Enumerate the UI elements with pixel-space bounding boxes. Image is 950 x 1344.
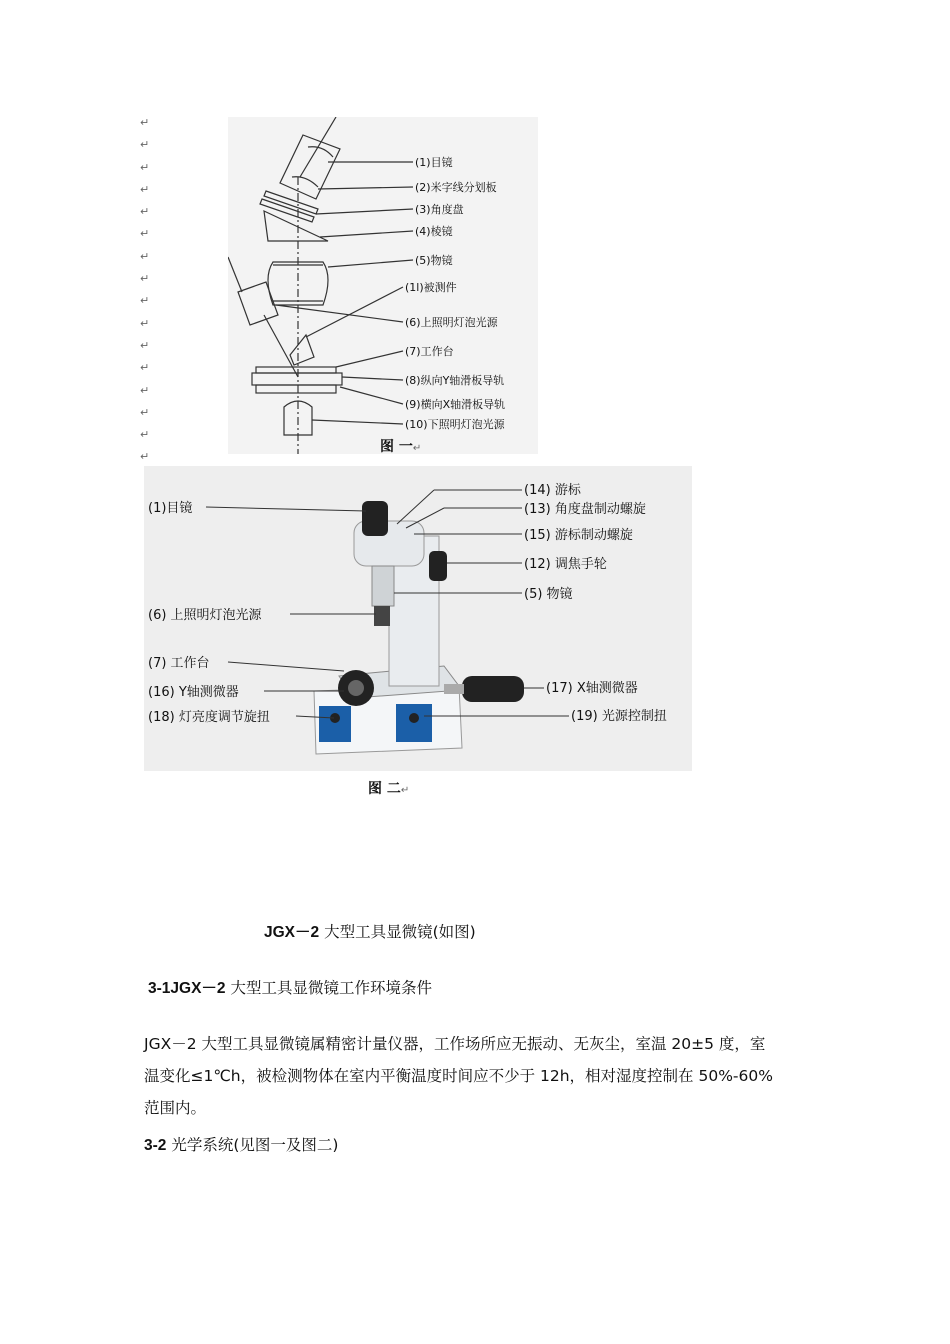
paragraph-marks xyxy=(140,112,154,469)
title-model: JGX－2 xyxy=(264,924,320,941)
fig2-left-label: (6) 上照明灯泡光源 xyxy=(148,608,262,623)
return-mark: ↵ xyxy=(140,160,150,174)
fig1-label: (9)横向X轴滑板导轨 xyxy=(405,398,506,411)
return-mark: ↵ xyxy=(140,294,150,308)
figure-1-caption-text: 图 一 xyxy=(380,439,413,455)
return-mark: ↵ xyxy=(412,443,422,454)
fig1-label: (1l)被测件 xyxy=(405,281,457,294)
return-mark: ↵ xyxy=(140,428,150,442)
section-heading-3-2 xyxy=(144,1129,338,1162)
return-mark: ↵ xyxy=(140,361,150,375)
document-title xyxy=(264,916,476,949)
section-title: 光学系统(见图一及图二) xyxy=(171,1136,339,1154)
return-mark: ↵ xyxy=(140,316,150,330)
fig2-right-label: (14) 游标 xyxy=(524,483,581,498)
section-number: 3-2 xyxy=(144,1137,167,1154)
fig2-right-label: (19) 光源控制扭 xyxy=(571,709,667,724)
section-number: 3-1JGX－2 xyxy=(148,980,226,997)
fig2-left-label: (18) 灯亮度调节旋扭 xyxy=(148,710,270,725)
fig2-right-label: (5) 物镜 xyxy=(524,587,573,602)
figure-2-caption-text: 图 二 xyxy=(368,781,401,797)
return-mark: ↵ xyxy=(140,383,150,397)
figure-2-svg xyxy=(144,466,692,771)
return-mark: ↵ xyxy=(140,116,150,129)
figure-2-caption xyxy=(368,778,409,798)
section-heading-3-1 xyxy=(148,972,432,1005)
figure-1-caption xyxy=(380,436,421,456)
fig1-label: (8)纵向Y轴滑板导轨 xyxy=(405,374,505,387)
return-mark: ↵ xyxy=(140,272,150,286)
fig1-label: (10)下照明灯泡光源 xyxy=(405,418,505,431)
figure-2-microscope-photo xyxy=(144,466,692,771)
paragraph-environment xyxy=(144,1028,824,1124)
paragraph-line: 温变化≤1℃h，被检测物体在室内平衡温度时间应不少于 12h，相对湿度控制在 50%-60% xyxy=(144,1067,773,1085)
fig1-label: (1)目镜 xyxy=(415,156,453,169)
return-mark: ↵ xyxy=(140,338,150,352)
fig2-right-label: (15) 游标制动螺旋 xyxy=(524,528,633,543)
title-text: 大型工具显微镜(如图) xyxy=(324,923,476,941)
return-mark: ↵ xyxy=(140,205,150,219)
fig1-label: (2)米字线分划板 xyxy=(415,181,497,194)
figure-1-svg xyxy=(228,117,538,454)
return-mark: ↵ xyxy=(140,138,150,152)
return-mark: ↵ xyxy=(140,227,150,241)
fig1-label: (7)工作台 xyxy=(405,345,454,358)
fig1-label: (6)上照明灯泡光源 xyxy=(405,316,498,329)
return-mark: ↵ xyxy=(140,249,150,263)
fig2-right-label: (12) 调焦手轮 xyxy=(524,557,607,572)
fig2-right-label: (17) X轴测微器 xyxy=(546,681,638,696)
fig2-left-label: (16) Y轴测微器 xyxy=(148,685,239,700)
figure-1-optical-diagram xyxy=(228,117,538,454)
fig2-left-label: (1)目镜 xyxy=(148,501,193,516)
fig1-label: (4)棱镜 xyxy=(415,225,453,238)
paragraph-line: 范围内。 xyxy=(144,1099,207,1117)
fig1-label: (5)物镜 xyxy=(415,254,453,267)
base-panel-left xyxy=(319,706,351,742)
fig1-label: (3)角度盘 xyxy=(415,203,464,216)
return-mark: ↵ xyxy=(140,450,150,464)
fig2-right-label: (13) 角度盘制动螺旋 xyxy=(524,502,646,517)
section-title: 大型工具显微镜工作环境条件 xyxy=(230,979,432,997)
return-mark: ↵ xyxy=(400,785,410,796)
return-mark: ↵ xyxy=(140,182,150,196)
fig2-left-label: (7) 工作台 xyxy=(148,656,210,671)
paragraph-line: JGX－2 大型工具显微镜属精密计量仪器，工作场所应无振动、无灰尘，室温 20±5 度，室 xyxy=(144,1035,766,1053)
return-mark: ↵ xyxy=(140,405,150,419)
